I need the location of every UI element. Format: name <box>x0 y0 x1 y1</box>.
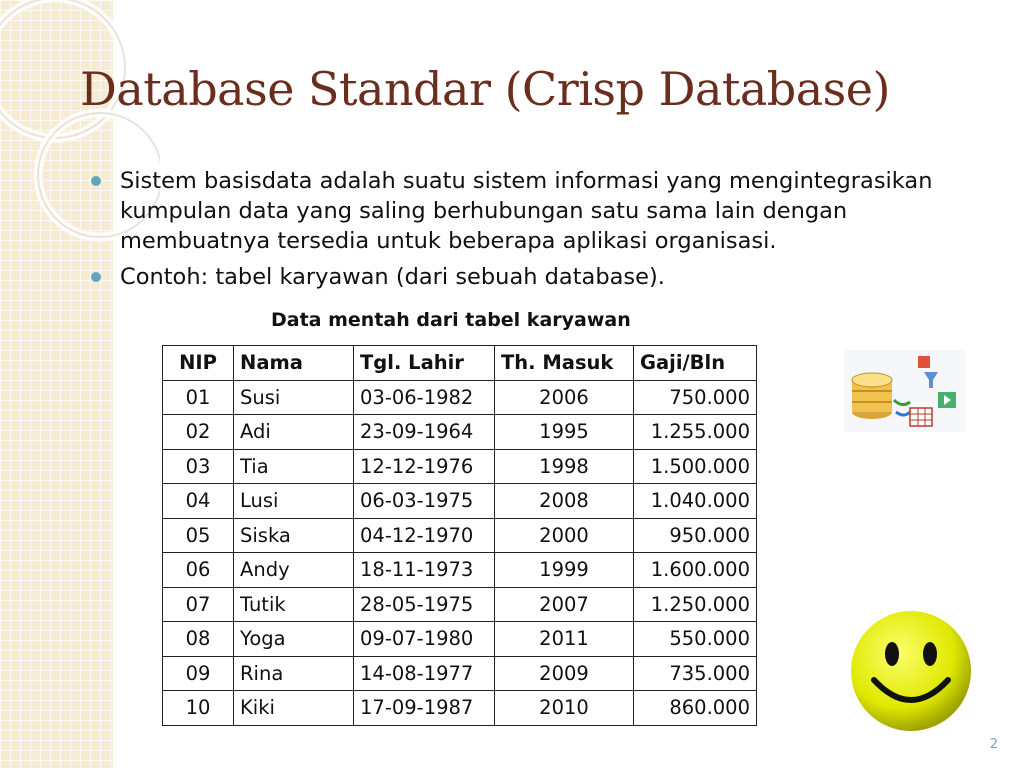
bullet-dot-icon <box>91 272 101 282</box>
cell-th-masuk: 2011 <box>495 622 634 657</box>
cell-gaji: 550.000 <box>634 622 757 657</box>
cell-tgl-lahir: 06-03-1975 <box>354 484 495 519</box>
cell-gaji: 735.000 <box>634 656 757 691</box>
table-row <box>163 484 757 519</box>
table-caption: Data mentah dari tabel karyawan <box>271 309 631 331</box>
cell-nama: Andy <box>234 553 354 588</box>
cell-nip: 02 <box>163 415 234 450</box>
cell-tgl-lahir: 12-12-1976 <box>354 449 495 484</box>
cell-nip: 01 <box>163 380 234 415</box>
employee-table <box>162 345 757 726</box>
cell-tgl-lahir: 28-05-1975 <box>354 587 495 622</box>
database-icon <box>844 350 966 432</box>
cell-gaji: 950.000 <box>634 518 757 553</box>
cell-tgl-lahir: 04-12-1970 <box>354 518 495 553</box>
table-row <box>163 656 757 691</box>
cell-nama: Tutik <box>234 587 354 622</box>
table-row <box>163 518 757 553</box>
cell-nip: 05 <box>163 518 234 553</box>
cell-tgl-lahir: 09-07-1980 <box>354 622 495 657</box>
cell-nip: 06 <box>163 553 234 588</box>
cell-tgl-lahir: 23-09-1964 <box>354 415 495 450</box>
header-nip: NIP <box>163 346 234 381</box>
bullet-item <box>91 262 996 292</box>
header-tgl-lahir: Tgl. Lahir <box>354 346 495 381</box>
cell-nama: Susi <box>234 380 354 415</box>
bullet-text: Sistem basisdata adalah suatu sistem informasi yang mengintegrasikan kumpulan data yang saling berhubungan satu sama lain dengan membuatnya tersedia untuk beberapa aplikasi organisasi. <box>120 168 933 254</box>
cell-gaji: 1.040.000 <box>634 484 757 519</box>
cell-th-masuk: 2010 <box>495 691 634 726</box>
bullet-text: Contoh: tabel karyawan (dari sebuah database). <box>120 264 665 290</box>
table-row <box>163 553 757 588</box>
cell-nip: 03 <box>163 449 234 484</box>
bullet-list <box>91 166 996 298</box>
cell-th-masuk: 2009 <box>495 656 634 691</box>
cell-th-masuk: 1999 <box>495 553 634 588</box>
cell-nip: 04 <box>163 484 234 519</box>
cell-th-masuk: 2006 <box>495 380 634 415</box>
cell-nip: 07 <box>163 587 234 622</box>
table-header-row <box>163 346 757 381</box>
header-gaji: Gaji/Bln <box>634 346 757 381</box>
cell-nama: Siska <box>234 518 354 553</box>
cell-tgl-lahir: 17-09-1987 <box>354 691 495 726</box>
cell-tgl-lahir: 03-06-1982 <box>354 380 495 415</box>
table-row <box>163 449 757 484</box>
cell-nip: 09 <box>163 656 234 691</box>
cell-th-masuk: 1995 <box>495 415 634 450</box>
cell-th-masuk: 2008 <box>495 484 634 519</box>
header-th-masuk: Th. Masuk <box>495 346 634 381</box>
cell-th-masuk: 2007 <box>495 587 634 622</box>
cell-nip: 10 <box>163 691 234 726</box>
table-row <box>163 691 757 726</box>
cell-tgl-lahir: 14-08-1977 <box>354 656 495 691</box>
cell-gaji: 860.000 <box>634 691 757 726</box>
cell-nama: Tia <box>234 449 354 484</box>
cell-nama: Adi <box>234 415 354 450</box>
table-row <box>163 415 757 450</box>
cell-gaji: 1.250.000 <box>634 587 757 622</box>
cell-nama: Lusi <box>234 484 354 519</box>
cell-nama: Kiki <box>234 691 354 726</box>
cell-th-masuk: 2000 <box>495 518 634 553</box>
slide-title: Database Standar (Crisp Database) <box>80 62 890 116</box>
bullet-item <box>91 166 996 256</box>
smiley-face-icon <box>848 608 974 734</box>
bullet-dot-icon <box>91 176 101 186</box>
cell-nama: Rina <box>234 656 354 691</box>
table-row <box>163 587 757 622</box>
header-nama: Nama <box>234 346 354 381</box>
cell-gaji: 1.500.000 <box>634 449 757 484</box>
table-row <box>163 622 757 657</box>
page-number: 2 <box>989 737 998 752</box>
cell-tgl-lahir: 18-11-1973 <box>354 553 495 588</box>
cell-gaji: 750.000 <box>634 380 757 415</box>
cell-gaji: 1.600.000 <box>634 553 757 588</box>
cell-nip: 08 <box>163 622 234 657</box>
cell-nama: Yoga <box>234 622 354 657</box>
cell-gaji: 1.255.000 <box>634 415 757 450</box>
table-row <box>163 380 757 415</box>
cell-th-masuk: 1998 <box>495 449 634 484</box>
